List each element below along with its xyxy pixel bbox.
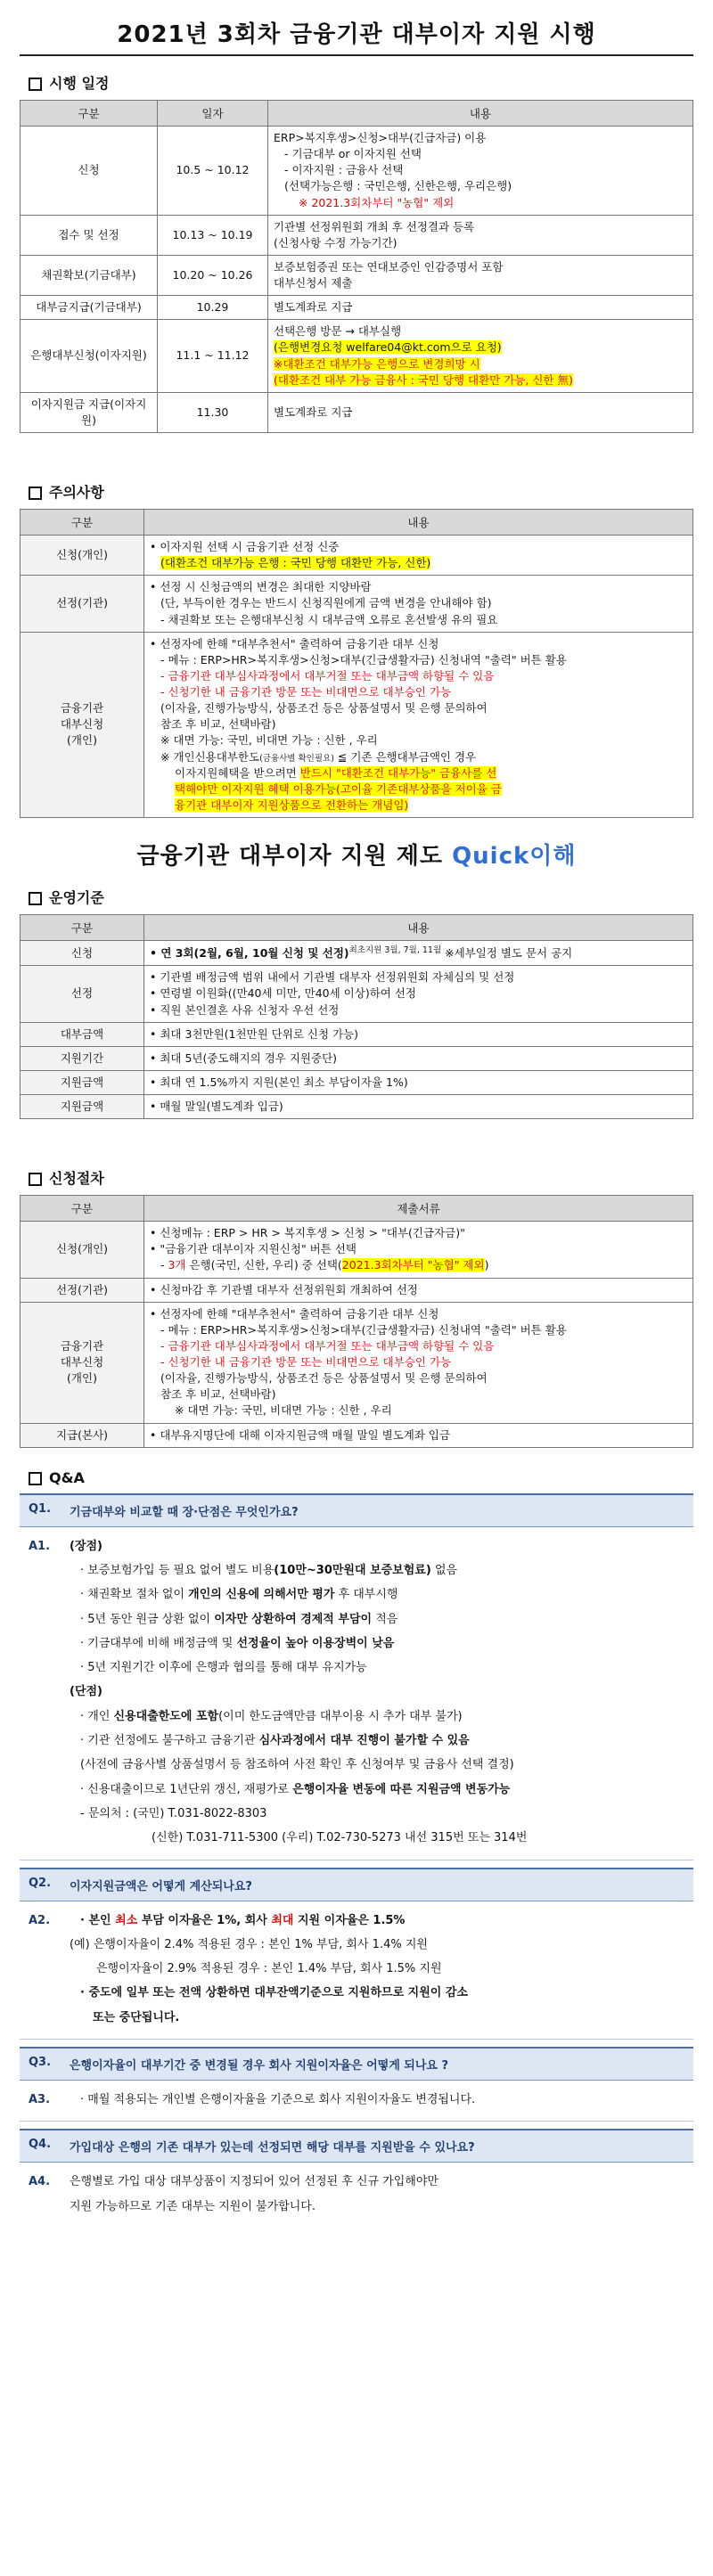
square-bullet-icon bbox=[29, 1173, 42, 1186]
table-row: 선정 • 기관별 배정금액 범위 내에서 기관별 대부자 선정위원회 자체심의 및 선정 • 연령별 이원화((만40세 미만, 만40세 이상)하여 선정 • 직원 본인결혼 사유 신청자 우선 선정 bbox=[20, 966, 693, 1022]
table-row: 대부금지급(기금대부) 10.29 별도계좌로 지급 bbox=[20, 296, 693, 320]
table-row: 신청 10.5 ~ 10.12 ERP>복지후생>신청>대부(긴급자금) 이용 - 기금대부 or 이자지원 선택 - 이자지원 : 금융사 선택 (선택가능은행 : 국민은행, 신한은행, 우리은행) ※ 2021.3회차부터 "농협" 제외 bbox=[20, 127, 693, 216]
qa-answer-2: A2. · 본인 최소 부담 이자율은 1%, 회사 최대 지원 이자율은 1.5% (예) 은행이자율이 2.4% 적용된 경우 : 본인 1% 부담, 회사 1.4% 지원 은행이자율이 2.9% 적용된 경우 : 본인 1.4% 부담, 회사 1.5% 지원 · 중도에 일부 또는 전액 상환하면 대부잔액기준으로 지원하므로 지원이 감소 또는 중단됩니다. bbox=[20, 1901, 693, 2040]
table-row: 지원기간 • 최대 5년(중도해지의 경우 지원중단) bbox=[20, 1046, 693, 1070]
criteria-table: 구분 내용 신청 • 연 3회(2월, 6월, 10월 신청 및 선정)$^{최초지원 3월, 7월, 11월}$ ※세부일정 별도 문서 공지 선정 • 기관별 배정금액 범위 내에서 기관별 대부자 선정위원회 자체심의 및 선정 • 연령별 이원화((만40세 미만, 만40세 이상)하여 선정 • 직원 본인결혼 사유 신청자 우선 선정 대부금액 • 최대 3천만원(1천만원 단위로 신청 가능) 지원기간 • 최대 5년(중도해지의 경우 지원중단) 지원금액 • 최대 연 1.5%까지 지원(본인 최소 부담이자율 1%) 지원금액 • 매월 말일(별도계좌 입금) bbox=[20, 914, 693, 1119]
section-heading-qa: Q&A bbox=[29, 1469, 693, 1486]
table-row: 선정(기관) • 선정 시 신청금액의 변경은 최대한 지양바람 (단, 부득이한 경우는 반드시 신청직원에게 금액 변경을 안내해야 함) - 채권확보 또는 은행대부신청 시 대부금액 오류로 혼선발생 유의 필요 bbox=[20, 576, 693, 632]
table-row: 지원금액 • 매월 말일(별도계좌 입금) bbox=[20, 1095, 693, 1119]
table-row: 신청 • 연 3회(2월, 6월, 10월 신청 및 선정)$^{최초지원 3월, 7월, 11월}$ ※세부일정 별도 문서 공지 bbox=[20, 941, 693, 966]
table-row: 은행대부신청(이자지원) 11.1 ~ 11.12 선택은행 방문 → 대부실행 (은행변경요청 welfare04@kt.com으로 요청) ※대환조건 대부가능 은행으로 변경희망 시 (대환조건 대부 가능 금융사 : 국민 당행 대환만 가능, 신한 無) bbox=[20, 320, 693, 393]
qa-answer-1: A1. (장점) · 보증보험가입 등 필요 없어 별도 비용(10만~30만원대 보증보험료) 없음 · 채권확보 절차 없이 개인의 신용에 의해서만 평가 후 대부시행 · 5년 동안 원금 상환 없이 이자만 상환하여 경제적 부담이 적음 · 기금대부에 비해 배정금액 및 선정율이 높아 이용장벽이 낮음 · 5년 지원기간 이후에 은행과 협의를 통해 대부 유지가능 (단점) · 개인 신용대출한도에 포함(이미 한도금액만큼 대부이용 시 추가 대부 불가) · 기관 선정에도 불구하고 금융기관 심사과정에서 대부 진행이 불가할 수 있음 (사전에 금융사별 상품설명서 등 참조하여 사전 확인 후 신청여부 및 금융사 선택 결정) · 신용대출이므로 1년단위 갱신, 재평가로 은행이자율 변동에 따른 지원금액 변동가능 - 문의처 : (국민) T.031-8022-8303 (신한) T.031-711-5300 (우리) T.02-730-5273 내선 315번 또는 314번 bbox=[20, 1527, 693, 1860]
page-title: 2021년 3회차 금융기관 대부이자 지원 시행 bbox=[20, 16, 693, 56]
schedule-header-date: 일자 bbox=[158, 101, 268, 127]
square-bullet-icon bbox=[29, 78, 42, 91]
square-bullet-icon bbox=[29, 1472, 42, 1485]
qa-answer-4: A4. 은행별로 가입 대상 대부상품이 지정되어 있어 선정된 후 신규 가입해야만 지원 가능하므로 기존 대부는 지원이 불가합니다. bbox=[29, 2175, 438, 2213]
schedule-header-content: 내용 bbox=[268, 101, 693, 127]
table-row: 신청(개인) • 이자지원 선택 시 금융기관 선정 신중 (대환조건 대부가능 은행 : 국민 당행 대환만 가능, 신한) bbox=[20, 536, 693, 576]
table-row: 대부금액 • 최대 3천만원(1천만원 단위로 신청 가능) bbox=[20, 1022, 693, 1046]
section-title-quick: 금융기관 대부이자 지원 제도 Quick이해 bbox=[136, 843, 577, 870]
table-row: 지원금액 • 최대 연 1.5%까지 지원(본인 최소 부담이자율 1%) bbox=[20, 1070, 693, 1094]
qa-question-1: Q1. 기금대부와 비교할 때 장·단점은 무엇인가요? bbox=[20, 1493, 693, 1527]
table-row: 선정(기관) • 신청마감 후 기관별 대부자 선정위원회 개최하여 선정 bbox=[20, 1278, 693, 1302]
table-row: 지급(본사) • 대부유지명단에 대해 이자지원금액 매월 말일 별도계좌 입금 bbox=[20, 1423, 693, 1447]
section-heading-procedure: 신청절차 bbox=[29, 1167, 693, 1188]
section-heading-schedule: 시행 일정 bbox=[29, 72, 693, 93]
section-heading-criteria: 운영기준 bbox=[29, 887, 693, 907]
schedule-header-category: 구분 bbox=[20, 101, 158, 127]
table-row: 신청(개인) • 신청메뉴 : ERP > HR > 복지후생 > 신청 > "대부(긴급자금)" • "금융기관 대부이자 지원신청" 버튼 선택 - 3개 은행(국민, 신한, 우리) 중 선택(2021.3회차부터 "농협" 제외) bbox=[20, 1222, 693, 1278]
qa-answer-3: A3. · 매월 적용되는 개인별 은행이자율을 기준으로 회사 지원이자율도 변경됩니다. bbox=[20, 2081, 693, 2122]
section-heading-cautions: 주의사항 bbox=[29, 481, 693, 502]
document-page bbox=[0, 16, 713, 2228]
table-row: 채권확보(기금대부) 10.20 ~ 10.26 보증보험증권 또는 연대보증인 인감증명서 포함 대부신청서 제출 bbox=[20, 255, 693, 295]
square-bullet-icon bbox=[29, 892, 42, 905]
qa-question-4: Q4. 가입대상 은행의 기존 대부가 있는데 선정되면 해당 대부를 지원받을 수 있나요? bbox=[20, 2129, 693, 2163]
schedule-table bbox=[20, 100, 693, 433]
table-row: 금융기관 대부신청 (개인) • 선정자에 한해 "대부추천서" 출력하여 금융기관 대부 신청 - 메뉴 : ERP>HR>복지후생>신청>대부(긴급생활자금) 신청내역 "출력" 버튼 활용 - 금융기관 대부심사과정에서 대부거절 또는 대부금액 하향될 수 있음 - 신청기한 내 금융기관 방문 또는 비대면으로 대부승인 가능 (이자율, 진행가능방식, 상품조건 등은 상품설명서 및 은행 문의하여 참조 후 비교, 선택바람) ※ 대면 가능: 국민, 비대면 가능 : 신한 , 우리 ※ 개인신용대부한도(금융사별 확인필요) ≦ 기존 은행대부금액인 경우 이자지원혜택을 받으려면 반드시 "대환조건 대부가능" 금융사를 선 택해야만 이자지원 혜택 이용가능(고이율 기존대부상품을 저이율 금 융기관 대부이자 지원상품으로 전환하는 개념임) bbox=[20, 632, 693, 817]
table-row: 접수 및 선정 10.13 ~ 10.19 기관별 선정위원회 개최 후 선정결과 등록 (신청사항 수정 가능기간) bbox=[20, 215, 693, 255]
table-row: 금융기관 대부신청 (개인) • 선정자에 한해 "대부추천서" 출력하여 금융기관 대부 신청 - 메뉴 : ERP>HR>복지후생>신청>대부(긴급생활자금) 신청내역 "출력" 버튼 활용 - 금융기관 대부심사과정에서 대부거절 또는 대부금액 하향될 수 있음 - 신청기한 내 금융기관 방문 또는 비대면으로 대부승인 가능 (이자율, 진행가능방식, 상품조건 등은 상품설명서 및 은행 문의하여 참조 후 비교, 선택바람) ※ 대면 가능: 국민, 비대면 가능 : 신한 , 우리 bbox=[20, 1302, 693, 1423]
qa-question-2: Q2. 이자지원금액은 어떻게 계산되나요? bbox=[20, 1868, 693, 1901]
email-highlight: (은행변경요청 welfare04@kt.com으로 요청) bbox=[274, 340, 502, 355]
table-row: 이자지원금 지급(이자지원) 11.30 별도계좌로 지급 bbox=[20, 392, 693, 432]
square-bullet-icon bbox=[29, 487, 42, 500]
procedure-table: 구분 제출서류 신청(개인) • 신청메뉴 : ERP > HR > 복지후생 > 신청 > "대부(긴급자금)" • "금융기관 대부이자 지원신청" 버튼 선택 - 3개 은행(국민, 신한, 우리) 중 선택(2021.3회차부터 "농협" 제외) 선정(기관) • 신청마감 후 기관별 대부자 선정위원회 개최하여 선정 금융기관 대부신청 (개인) • 선정자에 한해 "대부추천서" 출력하여 금융기관 대부 신청 - 메뉴 : ERP>HR>복지후생>신청>대부(긴급생활자금) 신청내역 "출력" 버튼 활용 - 금융기관 대부심사과정에서 대부거절 또는 대부금액 하향될 수 있음 - 신청기한 내 금융기관 방문 또는 비대면으로 대부승인 가능 (이자율, 진행가능방식, 상품조건 등은 상품설명서 및 은행 문의하여 참조 후 비교, 선택바람) ※ 대면 가능: 국민, 비대면 가능 : 신한 , 우리 지급(본사) • 대부유지명단에 대해 이자지원금액 매월 말일 별도계좌 입금 bbox=[20, 1195, 693, 1448]
qa-question-3: Q3. 은행이자율이 대부기간 중 변경될 경우 회사 지원이자율은 어떻게 되나요 ? bbox=[20, 2047, 693, 2081]
cautions-table: 구분 내용 신청(개인) • 이자지원 선택 시 금융기관 선정 신중 (대환조건 대부가능 은행 : 국민 당행 대환만 가능, 신한) 선정(기관) • 선정 시 신청금액의 변경은 최대한 지양바람 (단, 부득이한 경우는 반드시 신청직원에게 금액 변경을 안내해야 함) - 채권확보 또는 은행대부신청 시 대부금액 오류로 혼선발생 유의 필요 금융기관 대부신청 (개인) • 선정자에 한해 "대부추천서" 출력하여 금융기관 대부 신청 - 메뉴 : ERP>HR>복지후생>신청>대부(긴급생활자금) 신청내역 "출력" 버튼 활용 - 금융기관 대부심사과정에서 대부거절 또는 대부금액 하향될 수 있음 - 신청기한 내 금융기관 방문 또는 비대면으로 대부승인 가능 (이자율, 진행가능방식, 상품조건 등은 상품설명서 및 은행 문의하여 참조 후 비교, 선택바람) ※ 대면 가능: 국민, 비대면 가능 : 신한 , 우리 ※ 개인신용대부한도(금융사별 확인필요) ≦ 기존 은행대부금액인 경우 이자지원혜택을 받으려면 반드시 "대환조건 대부가능" 금융사를 선 택해야만 이자지원 혜택 이용가능(고이율 기존대부상품을 저이율 금 융기관 대부이자 지원상품으로 전환하는 개념임) bbox=[20, 509, 693, 818]
